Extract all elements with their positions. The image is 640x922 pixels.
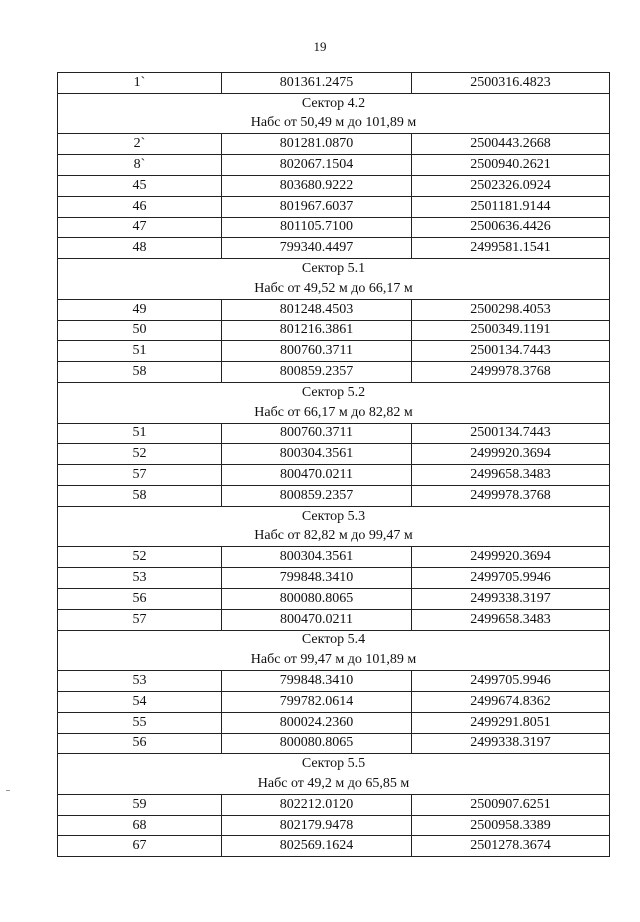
point-number-cell: 52 <box>58 444 222 465</box>
table-row <box>58 217 610 238</box>
x-coordinate-cell: 800859.2357 <box>222 485 412 506</box>
table-row <box>58 568 610 589</box>
sector-title: Сектор 5.2 <box>58 382 610 402</box>
scan-mark <box>6 790 10 791</box>
table-row <box>58 155 610 176</box>
x-coordinate-cell: 800859.2357 <box>222 362 412 383</box>
sector-title: Сектор 4.2 <box>58 93 610 113</box>
y-coordinate-cell: 2500134.7443 <box>412 341 610 362</box>
sector-range-row <box>58 403 610 423</box>
table-row <box>58 588 610 609</box>
sector-title: Сектор 5.4 <box>58 630 610 650</box>
point-number-cell: 54 <box>58 691 222 712</box>
y-coordinate-cell: 2500349.1191 <box>412 320 610 341</box>
x-coordinate-cell: 799782.0614 <box>222 691 412 712</box>
y-coordinate-cell: 2499920.3694 <box>412 444 610 465</box>
x-coordinate-cell: 801248.4503 <box>222 299 412 320</box>
sector-title-row <box>58 630 610 650</box>
y-coordinate-cell: 2499581.1541 <box>412 238 610 259</box>
x-coordinate-cell: 802179.9478 <box>222 815 412 836</box>
x-coordinate-cell: 801105.7100 <box>222 217 412 238</box>
y-coordinate-cell: 2500443.2668 <box>412 134 610 155</box>
point-number-cell: 58 <box>58 362 222 383</box>
point-number-cell: 55 <box>58 712 222 733</box>
table-row <box>58 712 610 733</box>
x-coordinate-cell: 803680.9222 <box>222 175 412 196</box>
sector-range-row <box>58 527 610 547</box>
sector-title: Сектор 5.5 <box>58 754 610 774</box>
y-coordinate-cell: 2502326.0924 <box>412 175 610 196</box>
x-coordinate-cell: 799848.3410 <box>222 671 412 692</box>
table-row <box>58 547 610 568</box>
point-number-cell: 1` <box>58 73 222 94</box>
table-row <box>58 444 610 465</box>
sector-height-range: Набс от 49,52 м до 66,17 м <box>58 279 610 299</box>
x-coordinate-cell: 800304.3561 <box>222 444 412 465</box>
table-row <box>58 671 610 692</box>
point-number-cell: 2` <box>58 134 222 155</box>
table-row <box>58 320 610 341</box>
sector-height-range: Набс от 49,2 м до 65,85 м <box>58 774 610 794</box>
x-coordinate-cell: 800760.3711 <box>222 341 412 362</box>
y-coordinate-cell: 2500907.6251 <box>412 794 610 815</box>
point-number-cell: 68 <box>58 815 222 836</box>
sector-title-row <box>58 259 610 279</box>
sector-range-row <box>58 774 610 794</box>
point-number-cell: 56 <box>58 588 222 609</box>
y-coordinate-cell: 2499705.9946 <box>412 671 610 692</box>
x-coordinate-cell: 800080.8065 <box>222 733 412 754</box>
point-number-cell: 59 <box>58 794 222 815</box>
y-coordinate-cell: 2499674.8362 <box>412 691 610 712</box>
y-coordinate-cell: 2500940.2621 <box>412 155 610 176</box>
point-number-cell: 45 <box>58 175 222 196</box>
y-coordinate-cell: 2499978.3768 <box>412 485 610 506</box>
y-coordinate-cell: 2499658.3483 <box>412 465 610 486</box>
sector-title-row <box>58 754 610 774</box>
x-coordinate-cell: 799340.4497 <box>222 238 412 259</box>
x-coordinate-cell: 800470.0211 <box>222 465 412 486</box>
table-row <box>58 836 610 857</box>
y-coordinate-cell: 2499338.3197 <box>412 733 610 754</box>
sector-title: Сектор 5.3 <box>58 506 610 526</box>
point-number-cell: 51 <box>58 423 222 444</box>
sector-title-row <box>58 93 610 113</box>
y-coordinate-cell: 2500958.3389 <box>412 815 610 836</box>
page-number: 19 <box>313 39 327 54</box>
point-number-cell: 51 <box>58 341 222 362</box>
x-coordinate-cell: 802067.1504 <box>222 155 412 176</box>
sector-height-range: Набс от 66,17 м до 82,82 м <box>58 403 610 423</box>
table-row <box>58 238 610 259</box>
table-row <box>58 341 610 362</box>
y-coordinate-cell: 2499338.3197 <box>412 588 610 609</box>
point-number-cell: 53 <box>58 568 222 589</box>
point-number-cell: 49 <box>58 299 222 320</box>
point-number-cell: 56 <box>58 733 222 754</box>
table-row <box>58 733 610 754</box>
point-number-cell: 67 <box>58 836 222 857</box>
table-row <box>58 175 610 196</box>
table-row <box>58 196 610 217</box>
table-row <box>58 485 610 506</box>
y-coordinate-cell: 2501278.3674 <box>412 836 610 857</box>
table-row <box>58 465 610 486</box>
x-coordinate-cell: 800024.2360 <box>222 712 412 733</box>
x-coordinate-cell: 801361.2475 <box>222 73 412 94</box>
y-coordinate-cell: 2499291.8051 <box>412 712 610 733</box>
x-coordinate-cell: 801216.3861 <box>222 320 412 341</box>
x-coordinate-cell: 801967.6037 <box>222 196 412 217</box>
table-row <box>58 423 610 444</box>
y-coordinate-cell: 2499978.3768 <box>412 362 610 383</box>
table-row <box>58 609 610 630</box>
sector-title-row <box>58 382 610 402</box>
y-coordinate-cell: 2499658.3483 <box>412 609 610 630</box>
table-row <box>58 299 610 320</box>
table-row <box>58 134 610 155</box>
point-number-cell: 58 <box>58 485 222 506</box>
sector-height-range: Набс от 82,82 м до 99,47 м <box>58 527 610 547</box>
sector-range-row <box>58 650 610 670</box>
point-number-cell: 8` <box>58 155 222 176</box>
y-coordinate-cell: 2499705.9946 <box>412 568 610 589</box>
x-coordinate-cell: 800080.8065 <box>222 588 412 609</box>
table-row <box>58 691 610 712</box>
x-coordinate-cell: 800304.3561 <box>222 547 412 568</box>
point-number-cell: 46 <box>58 196 222 217</box>
table-row <box>58 794 610 815</box>
y-coordinate-cell: 2501181.9144 <box>412 196 610 217</box>
y-coordinate-cell: 2500134.7443 <box>412 423 610 444</box>
y-coordinate-cell: 2500316.4823 <box>412 73 610 94</box>
sector-title: Сектор 5.1 <box>58 259 610 279</box>
table-row <box>58 815 610 836</box>
sector-height-range: Набс от 99,47 м до 101,89 м <box>58 650 610 670</box>
sector-title-row <box>58 506 610 526</box>
point-number-cell: 48 <box>58 238 222 259</box>
y-coordinate-cell: 2500636.4426 <box>412 217 610 238</box>
y-coordinate-cell: 2500298.4053 <box>412 299 610 320</box>
point-number-cell: 53 <box>58 671 222 692</box>
x-coordinate-cell: 801281.0870 <box>222 134 412 155</box>
point-number-cell: 57 <box>58 465 222 486</box>
point-number-cell: 47 <box>58 217 222 238</box>
point-number-cell: 57 <box>58 609 222 630</box>
x-coordinate-cell: 799848.3410 <box>222 568 412 589</box>
x-coordinate-cell: 802212.0120 <box>222 794 412 815</box>
sector-height-range: Набс от 50,49 м до 101,89 м <box>58 114 610 134</box>
x-coordinate-cell: 800470.0211 <box>222 609 412 630</box>
table-row <box>58 73 610 94</box>
y-coordinate-cell: 2499920.3694 <box>412 547 610 568</box>
table-row <box>58 362 610 383</box>
x-coordinate-cell: 802569.1624 <box>222 836 412 857</box>
sector-range-row <box>58 279 610 299</box>
point-number-cell: 52 <box>58 547 222 568</box>
point-number-cell: 50 <box>58 320 222 341</box>
coordinates-table-body <box>58 73 610 857</box>
x-coordinate-cell: 800760.3711 <box>222 423 412 444</box>
sector-range-row <box>58 114 610 134</box>
coordinates-table <box>57 72 610 857</box>
